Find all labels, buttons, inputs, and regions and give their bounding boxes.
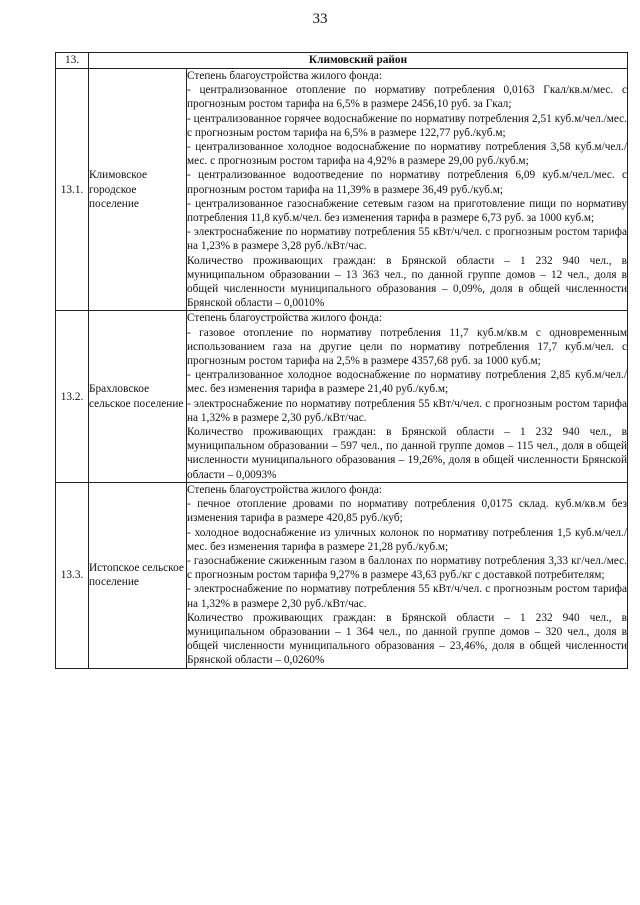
description-line: - централизованное водоотведение по нормативу потребления 6,09 куб.м/чел./мес. с прогнозным ростом тарифа на 11,39% в размере 36,49 руб./куб.м;	[187, 169, 627, 196]
settlement-description	[187, 482, 628, 668]
region-title: Климовский район	[89, 53, 628, 69]
description-line: Количество проживающих граждан: в Брянской области – 1 232 940 чел., в муниципальном образовании – 13 363 чел., по данной группе домов – 12 чел., доля в общей численности муниципального образования – 0,09%, доля в общей численности Брянской области – 0,0010%	[187, 254, 627, 310]
description-line: - централизованное холодное водоснабжение по нормативу потребления 3,58 куб.м/чел./мес. с прогнозным ростом тарифа на 4,92% в размере 29,00 руб./куб.м;	[187, 141, 627, 168]
description-line: - печное отопление дровами по нормативу потребления 0,0175 склад. куб.м/кв.м без изменения тарифа в размере 420,85 руб./куб;	[187, 498, 627, 525]
description-line: Степень благоустройства жилого фонда:	[187, 312, 383, 325]
description-line: - газоснабжение сжиженным газом в баллонах по нормативу потребления 3,33 кг/чел./мес. с прогнозным ростом тарифа 9,27% в размере 43,63 руб./кг с доставкой потребителям;	[187, 554, 627, 582]
row-number: 13.2.	[56, 311, 89, 482]
row-number: 13.3.	[56, 482, 89, 668]
description-line: Степень благоустройства жилого фонда:	[187, 70, 383, 82]
description-line: Степень благоустройства жилого фонда:	[187, 483, 383, 496]
settlement-name: Брахловское сельское поселение	[89, 311, 187, 482]
table-row	[56, 311, 628, 482]
description-line: Количество проживающих граждан: в Брянской области – 1 232 940 чел., в муниципальном образовании – 1 364 чел., по данной группе домов – 320 чел., доля в общей численности муниципального образования – 23,46%, доля в общей численности Брянской области – 0,0260%	[187, 611, 627, 667]
description-line: - электроснабжение по нормативу потребления 55 кВт/ч/чел. с прогнозным ростом тарифа на 1,32% в размере 2,30 руб./кВт/час.	[187, 583, 627, 610]
settlements-table	[55, 52, 628, 669]
settlement-description	[187, 69, 628, 311]
description-line: - электроснабжение по нормативу потребления 55 кВт/ч/чел. с прогнозным ростом тарифа на 1,32% в размере 2,30 руб./кВт/час.	[187, 397, 627, 424]
settlement-description	[187, 311, 628, 482]
description-line: - газовое отопление по нормативу потребления 11,7 куб.м/кв.м с одновременным использованием газа на другие цели по нормативу потребления 17,7 куб.м/чел. с прогнозным ростом тарифа на 2,5% в размере 4357,68 руб. за 1000 куб.м;	[187, 326, 627, 368]
settlement-name: Климовское городское поселение	[89, 69, 187, 311]
description-line: - холодное водоснабжение из уличных колонок по нормативу потребления 1,5 куб.м/чел./мес. без изменения тарифа в размере 21,28 руб./куб.м;	[187, 526, 627, 553]
description-line: - централизованное газоснабжение сетевым газом на приготовление пищи по нормативу потребления 11,8 куб.м/чел. без изменения тарифа в размере 6,73 руб. за 1000 куб.м;	[187, 197, 627, 225]
description-line: Количество проживающих граждан: в Брянской области – 1 232 940 чел., в муниципальном образовании – 597 чел., по данной группе домов – 115 чел., доля в общей численности муниципального образования – 19,26%, доля в общей численности Брянской области – 0,0093%	[187, 426, 627, 481]
row-number: 13.1.	[56, 69, 89, 311]
description-line: - централизованное холодное водоснабжение по нормативу потребления 2,85 куб.м/чел./мес. без изменения тарифа в размере 21,40 руб./куб.м;	[187, 369, 627, 396]
settlement-name: Истопское сельское поселение	[89, 482, 187, 668]
region-header-row	[56, 53, 628, 69]
table-row	[56, 69, 628, 311]
description-line: - электроснабжение по нормативу потребления 55 кВт/ч/чел. с прогнозным ростом тарифа на 1,23% в размере 3,28 руб./кВт/час.	[187, 226, 627, 253]
region-number: 13.	[56, 53, 89, 69]
table-row	[56, 482, 628, 668]
page-number: 33	[312, 11, 328, 27]
description-line: - централизованное горячее водоснабжение по нормативу потребления 2,51 куб.м/чел./мес. с прогнозным ростом тарифа на 6,5% в размере 122,77 руб./куб.м;	[187, 112, 627, 139]
description-line: - централизованное отопление по нормативу потребления 0,0163 Гкал/кв.м/мес. с прогнозным ростом тарифа на 6,5% в размере 2456,10 руб. за Гкал;	[187, 84, 627, 111]
